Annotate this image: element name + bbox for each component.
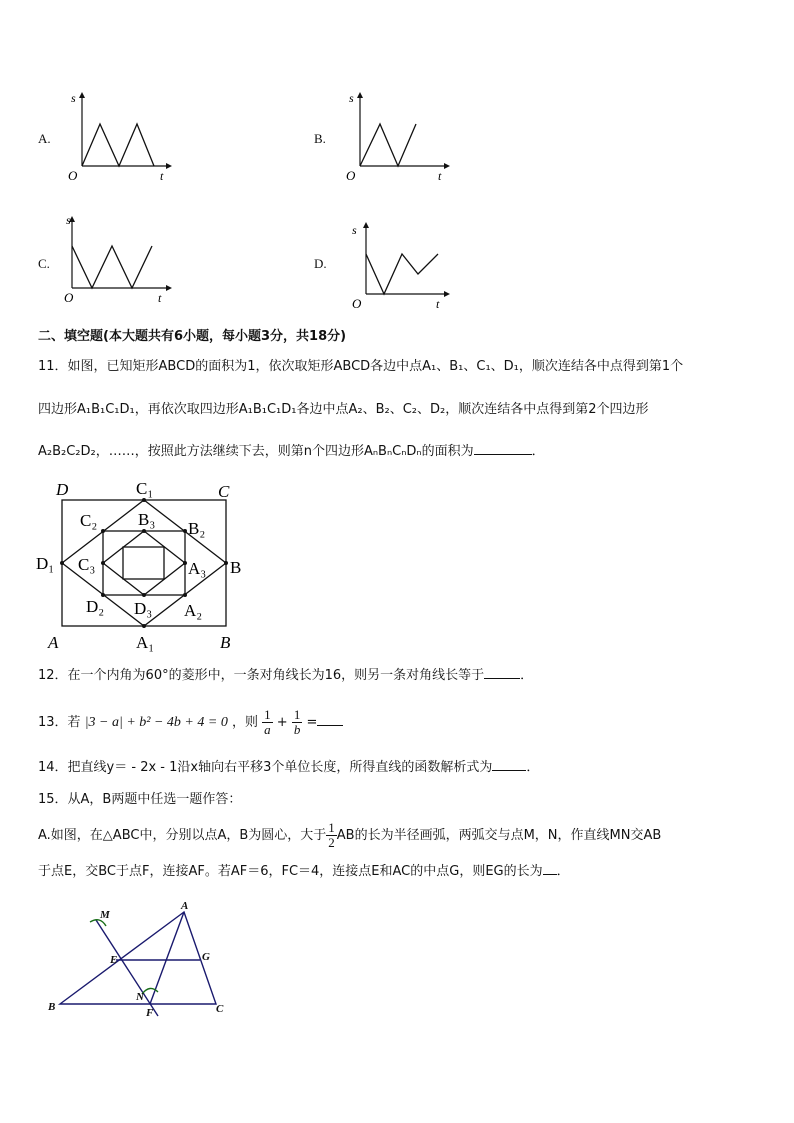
q15-line2 <box>38 818 661 854</box>
q13-then: ，则 <box>231 715 258 730</box>
q15-line2-prefix: A.如图，在△ABC中，分别以点A，B为圆心，大于 <box>38 828 327 843</box>
label-B-right: B <box>230 558 242 577</box>
label-A2: A₂ <box>184 601 203 620</box>
fig-label-N: N <box>136 991 144 1003</box>
label-C3: C₃ <box>78 555 96 574</box>
q15-line2-suffix: AB的长为半径画弧，两弧交与点M，N，作直线MN交AB <box>336 828 662 843</box>
label-B2: B₂ <box>188 519 206 538</box>
s-axis-label: s <box>66 213 71 227</box>
fig-label-F: F <box>146 1007 154 1019</box>
q12-line <box>38 666 533 686</box>
label-B: B <box>220 633 231 652</box>
origin-label: O <box>346 168 356 183</box>
fig-label-M: M <box>100 909 110 921</box>
q13-answer-blank <box>317 713 343 726</box>
option-b-label: B. <box>314 131 326 146</box>
label-D1: D₁ <box>36 554 55 573</box>
origin-label: O <box>352 296 362 311</box>
q12-text: 12．在一个内角为60°的菱形中，一条对角线长为16，则另一条对角线长等于 <box>38 668 485 683</box>
option-c-graph <box>62 212 182 307</box>
label-C: C <box>218 482 230 501</box>
section-title: 二、填空题(本大题共有6小题，每小题3分，共18分) <box>38 329 347 344</box>
t-axis-label: t <box>436 297 440 311</box>
q12-answer-blank <box>484 666 520 679</box>
fig-label-E: E <box>110 954 118 966</box>
label-A: A <box>48 633 59 652</box>
label-D3: D₃ <box>134 599 153 618</box>
option-d-label: D. <box>314 256 327 271</box>
option-a-graph <box>62 88 182 183</box>
t-axis-label: t <box>438 169 442 183</box>
option-a-label: A. <box>38 131 51 146</box>
fig-label-B: B <box>48 1001 56 1013</box>
q13-line <box>38 706 343 740</box>
label-C2: C₂ <box>80 511 98 530</box>
s-axis-label: s <box>349 91 354 105</box>
s-axis-label: s <box>71 91 76 105</box>
option-c-label: C. <box>38 256 50 271</box>
q15-line3-text: 于点E，交BC于点F，连接AF。若AF＝6，FC＝4，连接点E和AC的中点G，则EG的长为 <box>38 864 543 879</box>
fig-label-G: G <box>202 951 210 963</box>
fig-label-A: A <box>181 900 189 912</box>
q15-triangle-figure <box>40 898 240 1022</box>
q14-line <box>38 758 539 778</box>
q11-rectangle-figure <box>34 476 256 652</box>
q14-text: 14．把直线y＝ - 2x - 1沿x轴向右平移3个单位长度，所得直线的函数解析式为 <box>38 760 493 775</box>
q11-line3-text: A₂B₂C₂D₂，……，按照此方法继续下去，则第n个四边形AₙBₙCₙDₙ的面积为 <box>38 444 474 459</box>
option-d-graph <box>340 218 460 313</box>
label-B3: B₃ <box>138 510 156 529</box>
origin-label: O <box>64 290 74 305</box>
q14-end: ． <box>526 760 540 775</box>
q14-answer-blank <box>492 758 526 771</box>
q13-prefix: 13．若 <box>38 715 81 730</box>
q11-line1: 11．如图，已知矩形ABCD的面积为1，依次取矩形ABCD各边中点A₁、B₁、C₁、D₁，顺次连结各中点得到第1个 <box>38 359 684 374</box>
q13-fraction-2: $\frac{1}{b}$ <box>293 707 301 737</box>
q11-line3-end: ． <box>531 444 545 459</box>
origin-label: O <box>68 168 78 183</box>
q13-expression: |3 − a| + b² − 4b + 4 = 0 <box>84 715 228 730</box>
q13-plus: + <box>276 715 288 730</box>
option-b-graph <box>340 88 460 183</box>
fig-label-C: C <box>216 1003 224 1015</box>
q11-line2: 四边形A₁B₁C₁D₁，再依次取四边形A₁B₁C₁D₁各边中点A₂、B₂、C₂、D₂，顺次连结各中点得到第2个四边形 <box>38 402 649 417</box>
t-axis-label: t <box>158 291 162 305</box>
q11-line3 <box>38 442 545 462</box>
q15-line1: 15．从A，B两题中任选一题作答： <box>38 792 242 807</box>
q15-line3-end: ． <box>556 864 570 879</box>
q13-fraction-1: $\frac{1}{a}$ <box>264 707 271 737</box>
label-D: D <box>56 480 69 499</box>
q11-answer-blank <box>474 442 532 455</box>
q15-line3 <box>38 862 570 882</box>
label-C1: C₁ <box>136 479 154 498</box>
q15-half-fraction: $\frac{1}{2}$ <box>328 820 335 850</box>
q12-end: ． <box>520 668 534 683</box>
s-axis-label: s <box>352 223 357 237</box>
label-A3: A₃ <box>188 559 207 578</box>
label-D2: D₂ <box>86 597 105 616</box>
label-A1: A₁ <box>136 633 155 652</box>
t-axis-label: t <box>160 169 164 183</box>
q13-equals: = <box>306 715 318 730</box>
q15-answer-blank <box>543 862 557 875</box>
